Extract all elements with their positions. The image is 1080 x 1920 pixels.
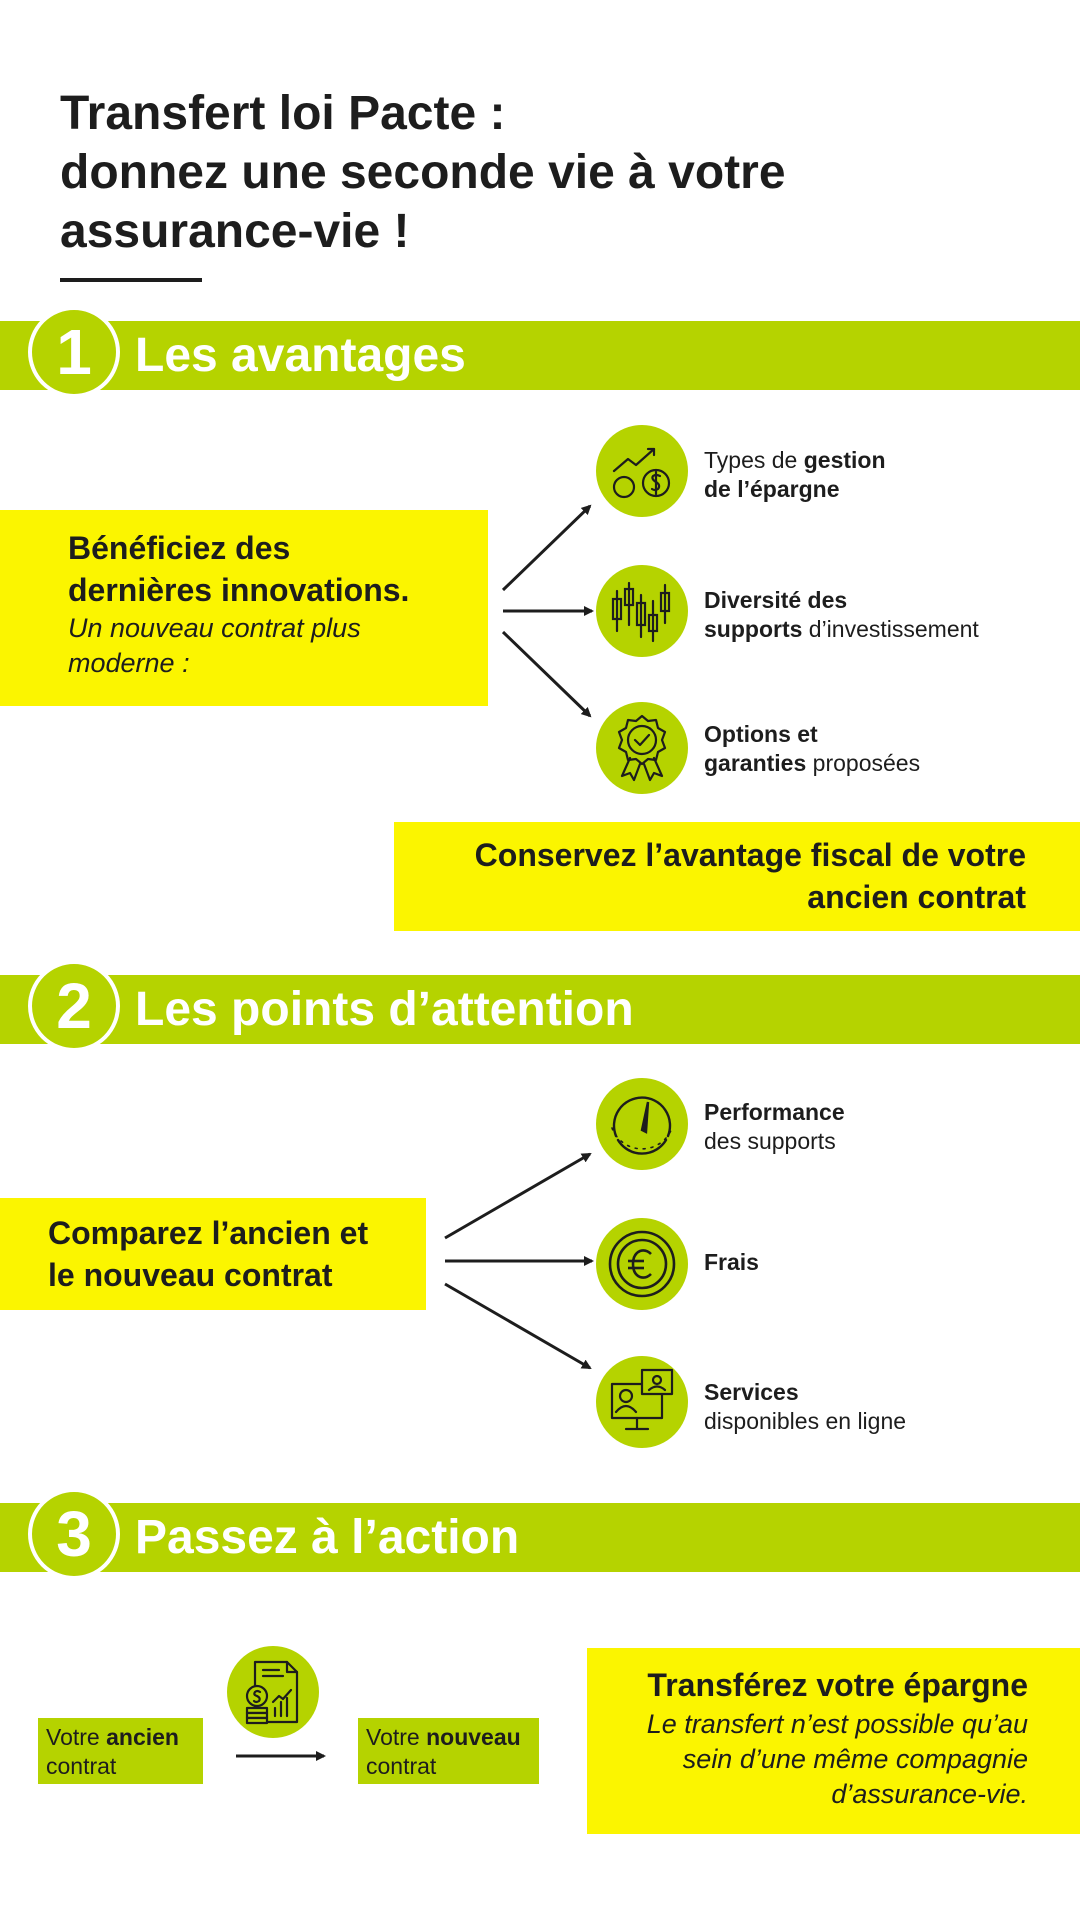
old-contract-box <box>38 1718 203 1784</box>
title-underline <box>60 278 202 282</box>
growth-coin-icon <box>596 425 688 517</box>
innovations-heading: Bénéficiez des dernières innovations. <box>68 530 410 608</box>
transfer-arrow <box>232 1744 332 1768</box>
award-badge-icon <box>596 702 688 794</box>
section-title-1: Les avantages <box>135 329 466 382</box>
title-line: assurance-vie ! <box>60 205 410 258</box>
item-services: Services disponibles en ligne <box>704 1379 907 1434</box>
title-line: donnez une seconde vie à votre <box>60 146 786 199</box>
speedometer-icon <box>596 1078 688 1170</box>
transfer-heading: Transférez votre épargne <box>647 1667 1028 1703</box>
section-title-2: Les points d’attention <box>135 983 634 1036</box>
section-number-2: 2 <box>28 960 120 1052</box>
candlestick-chart-icon <box>596 565 688 657</box>
savings-document-icon <box>227 1646 319 1738</box>
arrows-section-1 <box>490 490 602 730</box>
fiscal-text: Conservez l’avantage fiscal de votre ancien contrat <box>474 837 1026 915</box>
item-frais: Frais <box>704 1249 759 1275</box>
section-title-3: Passez à l’action <box>135 1511 520 1564</box>
new-contract-text: Votre nouveau contrat <box>366 1724 521 1779</box>
fiscal-box <box>394 822 1080 931</box>
item-gestion-epargne: Types de gestion de l’épargne <box>704 447 886 502</box>
item-performance: Performance des supports <box>704 1099 845 1154</box>
arrow-up <box>503 506 590 590</box>
transfer-note: Le transfert n’est possible qu’au sein d’une même compagnie d’assurance-vie. <box>646 1709 1028 1809</box>
new-contract-box <box>358 1718 539 1784</box>
page-title <box>60 84 960 261</box>
arrows-section-2 <box>430 1140 602 1380</box>
transfer-box <box>587 1648 1080 1834</box>
euro-coin-icon <box>596 1218 688 1310</box>
section-number-3: 3 <box>28 1488 120 1580</box>
compare-box <box>0 1198 426 1310</box>
innovations-subtitle: Un nouveau contrat plus moderne : <box>68 613 361 678</box>
online-services-icon <box>596 1356 688 1448</box>
section-number-1: 1 <box>28 306 120 398</box>
item-diversite-supports: Diversité des supports d’investissement <box>704 587 979 642</box>
title-line: Transfert loi Pacte : <box>60 87 506 140</box>
item-options-garanties: Options et garanties proposées <box>704 721 921 776</box>
arrow-down <box>503 632 590 716</box>
innovations-box <box>0 510 488 706</box>
compare-text: Comparez l’ancien et le nouveau contrat <box>48 1215 369 1293</box>
old-contract-text: Votre ancien contrat <box>46 1724 179 1779</box>
